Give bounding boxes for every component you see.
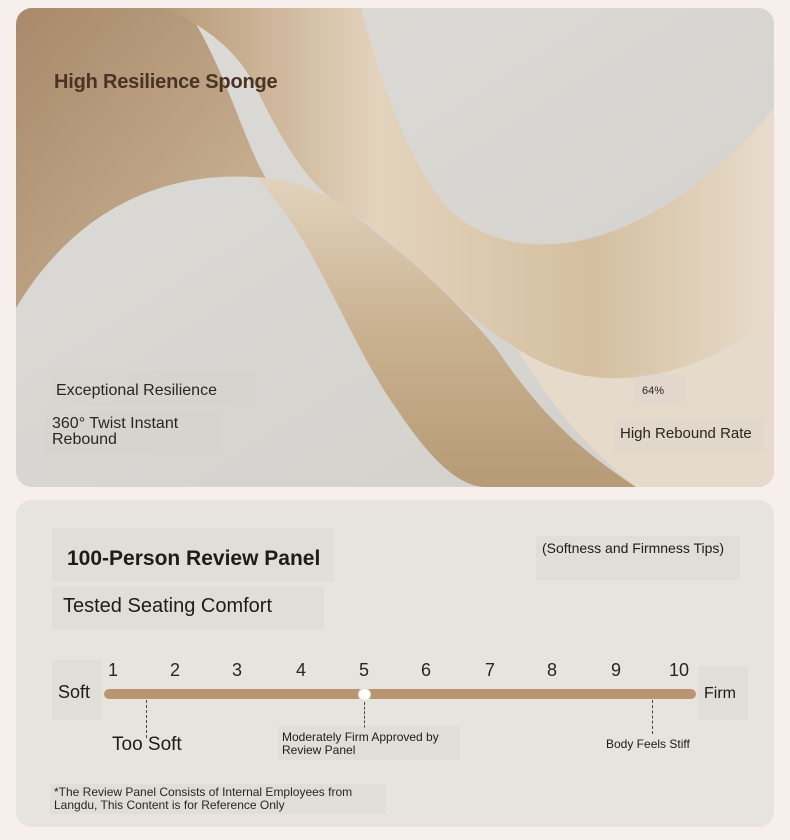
footnote: *The Review Panel Consists of Internal Employees from Langdu, This Content is for Reference Only <box>54 785 353 812</box>
feature-twist-rebound: 360° Twist Instant Rebound <box>52 415 179 448</box>
scale-tick: 1 <box>107 660 118 680</box>
scale-tick: 8 <box>546 660 557 680</box>
scale-tick: 2 <box>169 660 180 680</box>
panel-title: 100-Person Review Panel <box>67 547 321 570</box>
rebound-percent: 64% <box>642 385 665 397</box>
moderately-firm-label: Moderately Firm Approved by Review Panel <box>282 730 439 757</box>
scale-tick: 5 <box>358 660 369 680</box>
stiff-marker-line <box>652 700 653 734</box>
scale-firm-label: Firm <box>704 685 736 702</box>
rebound-label: High Rebound Rate <box>620 425 752 442</box>
too-soft-marker-line <box>146 700 147 738</box>
firmness-scale-bar <box>104 689 696 699</box>
scale-tick: 9 <box>610 660 621 680</box>
panel-subtitle: Tested Seating Comfort <box>63 595 272 617</box>
hero-title: High Resilience Sponge <box>54 71 278 93</box>
scale-tick: 3 <box>231 660 242 680</box>
scale-tick: 6 <box>420 660 431 680</box>
softness-tips: (Softness and Firmness Tips) <box>542 540 725 556</box>
feature-resilience: Exceptional Resilience <box>56 382 217 399</box>
too-soft-label: Too Soft <box>112 734 182 755</box>
body-feels-stiff-label: Body Feels Stiff <box>606 737 690 751</box>
scale-tick: 10 <box>668 660 690 680</box>
review-panel-card <box>16 500 774 827</box>
scale-soft-label: Soft <box>58 682 91 702</box>
sponge-hero-card <box>16 8 774 487</box>
firmness-indicator-dot <box>358 688 371 701</box>
mid-marker-line <box>364 702 365 728</box>
scale-tick: 7 <box>484 660 495 680</box>
scale-tick: 4 <box>295 660 306 680</box>
scale-ticks <box>16 660 774 684</box>
